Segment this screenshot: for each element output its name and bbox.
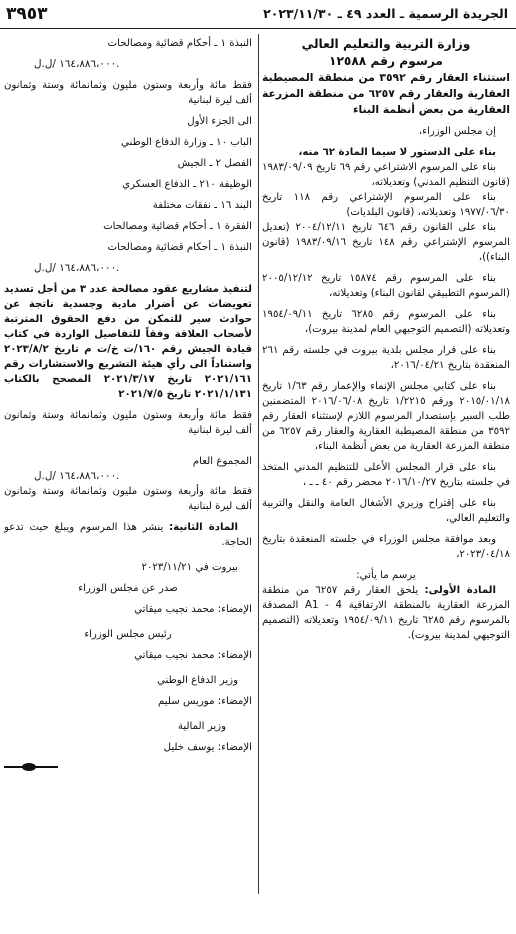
- left-column: [4, 36, 252, 771]
- preamble-constitution: بناء على الدستور لا سيما المادة ٦٢ منه،: [298, 147, 496, 158]
- place-date: بيروت في ٢٠٢٣/١١/٢١: [141, 562, 238, 573]
- chapter-line: الباب ١٠ ـ وزارة الدفاع الوطني: [121, 137, 252, 148]
- amount-2: ١٦٤،٨٨٦،٠٠٠ /ل.ل.: [34, 262, 120, 274]
- item-line-1: النبذة ١ ـ أحكام قضائية ومصالحات: [107, 38, 252, 49]
- preamble-p1: بناء على المرسوم الاشتراعي رقم ٦٩ تاريخ ١٩٨٣/٠٩/٠٩ (قانون التنظيم المدني) وتعديلاته،: [262, 162, 510, 188]
- amount-words-2: فقط مائة وأربعة وستون مليون وثمانمائة وستة وثمانون ألف ليرة لبنانية: [4, 410, 252, 436]
- article-1: [262, 583, 510, 643]
- preamble-p6: بناء على قرار مجلس بلدية بيروت في جلسته رقم ٢٦١ المنعقدة بتاريخ ٢٠١٦/٠٤/٢١،: [262, 345, 510, 371]
- signature-3: الإمضاء: موريس سليم: [158, 696, 252, 707]
- paragraph-line: الفقرة ١ ـ أحكام قضائية ومصالحات: [103, 221, 252, 232]
- function-line: الوظيفة ٢١٠ ـ الدفاع العسكري: [122, 179, 252, 190]
- item-line: البند ١٦ ـ نفقات مختلفة: [152, 200, 252, 211]
- page-number: ٣٩٥٣: [6, 4, 48, 24]
- preamble-p2: بناء على المرسوم الإشتراعي رقم ١١٨ تاريخ ١٩٧٧/٠٦/٣٠ وتعديلاته، (قانون البلديات): [262, 192, 510, 218]
- article-2-text: ينشر هذا المرسوم ويبلغ حيث تدعو الحاجة.: [4, 522, 252, 548]
- journal-issue-line: الجريدة الرسمية ـ العدد ٤٩ ـ ٢٠٢٣/١١/٣٠: [263, 6, 508, 21]
- article-2: [4, 520, 252, 550]
- article-1-text: يلحق العقار رقم ٦٢٥٧ من منطقة المزرعة العقارية بالمنطقة الارتفاقية 4 - A1 المصدقة بالمرسوم رقم ٦٢٨٥ تاريخ ١٩٥٤/٠٩/١١ وتعديلاته (التصميم التوجيهي لمدينة بيروت).: [262, 585, 511, 641]
- preamble-p7: بناء على كتابي مجلس الإنماء والإعمار رقم ١/٦٣ تاريخ ٢٠١٥/٠١/١٨ ورقم ١/٢٢١٥ تاريخ ٢٠١٦/٠٦/٠٨ المتضمنين طلب السير بإستصدار المرسوم اللازم لإستثناء العقار رقم ٣٥٩٢ من منطقة المصيطبة العقارية والعقار رقم ٦٢٥٧ من منطقة المزرعة العقارية من بعض أنظمة البناء،: [262, 381, 511, 452]
- transfer-purpose: لتنفيذ مشاريع عقود مصالحة عدد ٣ من أجل تسديد تعويضات عن أضرار مادية وجسدية ناتجة عن حوادث سير للتمكن من دفع الحقوق المترتبة لأصحاب العلاقة وفقاً للتفاصيل الواردة في كتاب قيادة الجيش رقم ١٦٠/ت خ/ت م تاريخ ٢٠٢٣/٨/٢ واستناداً الى رأي هيئة التشريع والاستشارات رقم ٢٠٢١/١٦١ تاريخ ٢٠٢١/٣/١٧ المصحح بالكتاب ٢٠٢١/١/١٣١ تاريخ ٢٠٢١/٧/٥: [4, 284, 252, 400]
- preamble-p10: وبعد موافقة مجلس الوزراء في جلسته المنعقدة بتاريخ ٢٠٢٣/٠٤/١٨،: [262, 534, 510, 560]
- ministry-title: وزارة التربية والتعليم العالي: [301, 37, 471, 51]
- amount-words-3: فقط مائة وأربعة وستون مليون وثمانمائة وستة وثمانون ألف ليرة لبنانية: [4, 486, 252, 512]
- signature-2: الإمضاء: محمد نجيب ميقاتي: [134, 650, 252, 661]
- column-divider: [258, 34, 259, 894]
- item-line-2: النبذة ١ ـ أحكام قضائية ومصالحات: [107, 242, 252, 253]
- amount-1: ١٦٤،٨٨٦،٠٠٠ /ل.ل.: [34, 58, 120, 70]
- preamble-p8: بناء على قرار المجلس الأعلى للتنظيم المدني المتخذ في جلسته بتاريخ ٢٠١٦/١٠/٢٧ محضر رقم ٤٠ ـ ـ ،: [262, 462, 510, 488]
- end-ornament: [4, 763, 58, 771]
- right-column: [262, 36, 510, 643]
- to-part-label: الى الجزء الأول: [187, 116, 252, 127]
- section-line: الفصل ٢ ـ الجيش: [177, 158, 252, 169]
- article-2-label: المادة الثانية:: [169, 522, 238, 533]
- pm-title: رئيس مجلس الوزراء: [84, 629, 172, 640]
- preamble-president: إن مجلس الوزراء،: [418, 126, 496, 137]
- preamble-p5: بناء على المرسوم رقم ٦٢٨٥ تاريخ ١٩٥٤/٠٩/١١ وتعديلاته (التصميم التوجيهي العام لمدينة بيروت)،: [262, 309, 510, 335]
- decrees-line: يرسم ما يأتي:: [356, 570, 416, 581]
- amount-3: ١٦٤،٨٨٦،٠٠٠ /ل.ل.: [34, 470, 120, 482]
- preamble-p4: بناء على المرسوم رقم ١٥٨٧٤ تاريخ ٢٠٠٥/١٢/١٢ (المرسوم التطبيقي لقانون البناء) وتعديلاته،: [262, 273, 510, 299]
- issued-by: صدر عن مجلس الوزراء: [78, 583, 178, 594]
- decree-subject: استثناء العقار رقم ٣٥٩٢ من منطقة المصيطبة العقارية والعقار رقم ٦٢٥٧ من منطقة المزرعة العقارية من بعض أنظمة البناء: [262, 71, 510, 116]
- finance-minister-title: وزير المالية: [177, 721, 226, 732]
- amount-words-1: فقط مائة وأربعة وستون مليون وثمانمائة وستة وثمانون ألف ليرة لبنانية: [4, 80, 252, 106]
- decree-number: مرسوم رقم ١٢٥٨٨: [329, 54, 443, 68]
- page-header: [0, 0, 516, 29]
- preamble-p3: بناء على القانون رقم ٦٤٦ تاريخ ٢٠٠٤/١٢/١١ (تعديل المرسوم الإشتراعي رقم ١٤٨ تاريخ ١٩٨٣/٠٩/١٦ (قانون البناء))،: [262, 222, 510, 263]
- signature-4: الإمضاء: يوسف خليل: [163, 742, 252, 753]
- grand-total-label: المجموع العام: [192, 456, 252, 467]
- preamble-p9: بناء على إقتراح وزيري الأشغال العامة والنقل والتربية والتعليم العالي،: [262, 498, 510, 524]
- defense-minister-title: وزير الدفاع الوطني: [157, 675, 238, 686]
- article-1-label: المادة الأولى:: [424, 585, 496, 596]
- signature-1: الإمضاء: محمد نجيب ميقاتي: [134, 604, 252, 615]
